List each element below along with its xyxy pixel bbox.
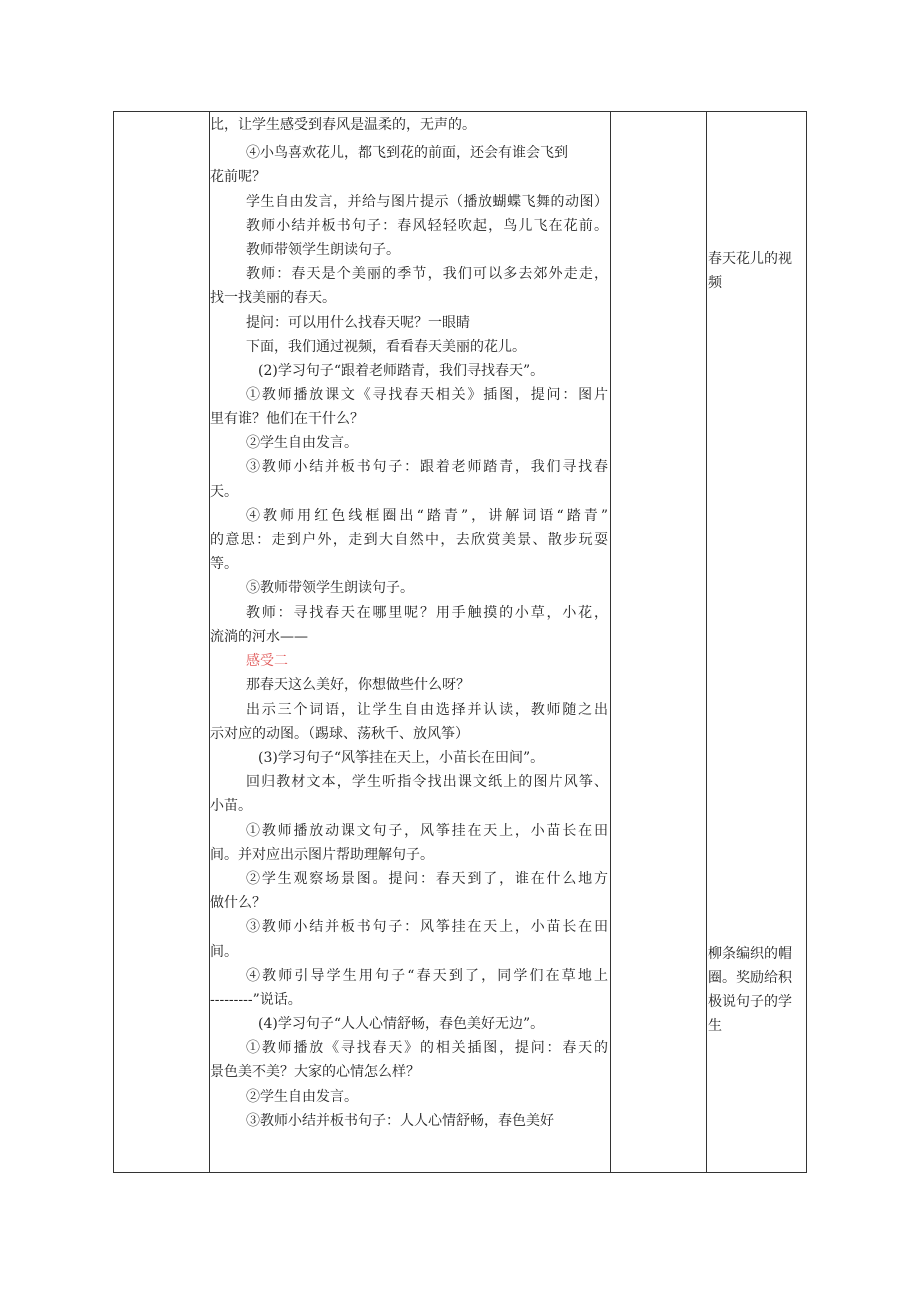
text-line: 教师小结并板书句子：春风轻轻吹起，鸟儿飞在花前。 bbox=[246, 218, 608, 234]
text-line: 教师：春天是个美丽的季节，我们可以多去郊外走走， bbox=[246, 266, 608, 282]
text-line: ②学生观察场景图。提问：春天到了，谁在什么地方 bbox=[246, 871, 608, 887]
text-line: ③教师小结并板书句子：跟着老师踏青，我们寻找春 bbox=[246, 459, 608, 475]
text-line: 景色美不美？大家的心情怎么样？ bbox=[210, 1064, 420, 1080]
text-line: 找一找美丽的春天。 bbox=[210, 290, 336, 306]
text-line: ⑤教师带领学生朗读句子。 bbox=[246, 580, 414, 596]
text-line: 里有谁？他们在干什么？ bbox=[210, 411, 364, 427]
text-line: 间。并对应出示图片帮助理解句子。 bbox=[210, 847, 434, 863]
note-line: 圈。奖励给积 bbox=[708, 970, 792, 986]
note-line: 频 bbox=[708, 275, 722, 291]
text-line: 示对应的动图。（踢球、荡秋千、放风筝） bbox=[210, 726, 469, 742]
note-line: 春天花儿的视 bbox=[708, 251, 792, 267]
section-heading: 感受二 bbox=[246, 653, 288, 669]
text-line: 花前呢？ bbox=[210, 169, 266, 185]
text-line: 回归教材文本，学生听指令找出课文纸上的图片风筝、 bbox=[246, 774, 608, 790]
text-line: ①教师播放课文《寻找春天相关》插图，提问：图片 bbox=[246, 387, 608, 403]
text-line: ---------”说话。 bbox=[210, 992, 302, 1008]
text-line: ④教师引导学生用句子“春天到了，同学们在草地上 bbox=[246, 968, 608, 984]
column-divider bbox=[610, 112, 611, 1172]
text-line: 的意思：走到户外，走到大自然中，去欣赏美景、散步玩耍 bbox=[210, 532, 608, 548]
text-line: (3)学习句子“风筝挂在天上，小苗长在田间”。 bbox=[258, 750, 545, 766]
text-line: ④小鸟喜欢花儿，都飞到花的前面，还会有谁会飞到 bbox=[246, 145, 568, 161]
text-line: 间。 bbox=[210, 944, 238, 960]
note-line: 极说句子的学 bbox=[708, 994, 792, 1010]
text-line: 天。 bbox=[210, 484, 238, 500]
text-line: 比，让学生感受到春风是温柔的，无声的。 bbox=[210, 117, 476, 133]
text-line: ④教师用红色线框圈出“踏青”，讲解词语“踏青” bbox=[246, 508, 608, 524]
text-line: ②学生自由发言。 bbox=[246, 1089, 358, 1105]
text-line: 提问：可以用什么找春天呢？一眼睛 bbox=[246, 315, 470, 331]
text-line: 学生自由发言，并给与图片提示（播放蝴蝶飞舞的动图） bbox=[246, 194, 608, 210]
text-line: (2)学习句子“跟着老师踏青，我们寻找春天”。 bbox=[258, 363, 545, 379]
text-line: 流淌的河水—— bbox=[210, 629, 308, 645]
lesson-table bbox=[113, 111, 807, 1173]
note-line: 生 bbox=[708, 1018, 722, 1034]
note-line: 柳条编织的帽 bbox=[708, 946, 792, 962]
text-line: 做什么？ bbox=[210, 895, 266, 911]
text-line: (4)学习句子“人人心情舒畅，春色美好无边”。 bbox=[258, 1016, 545, 1032]
text-line: ③教师小结并板书句子：风筝挂在天上，小苗长在田 bbox=[246, 919, 608, 935]
text-line: ①教师播放动课文句子，风筝挂在天上，小苗长在田 bbox=[246, 823, 608, 839]
text-line: 那春天这么美好，你想做些什么呀？ bbox=[246, 677, 470, 693]
text-line: 教师带领学生朗读句子。 bbox=[246, 242, 400, 258]
text-line: 下面，我们通过视频，看看春天美丽的花儿。 bbox=[246, 339, 526, 355]
text-line: 出示三个词语，让学生自由选择并认读，教师随之出 bbox=[246, 702, 608, 718]
text-line: ③教师小结并板书句子：人人心情舒畅，春色美好 bbox=[246, 1113, 554, 1129]
text-line: ①教师播放《寻找春天》的相关插图，提问：春天的 bbox=[246, 1040, 608, 1056]
text-line: ②学生自由发言。 bbox=[246, 435, 358, 451]
text-line: 教师：寻找春天在哪里呢？用手触摸的小草，小花， bbox=[246, 605, 608, 621]
text-line: 小苗。 bbox=[210, 798, 252, 814]
column-divider bbox=[706, 112, 707, 1172]
text-line: 等。 bbox=[210, 556, 238, 572]
